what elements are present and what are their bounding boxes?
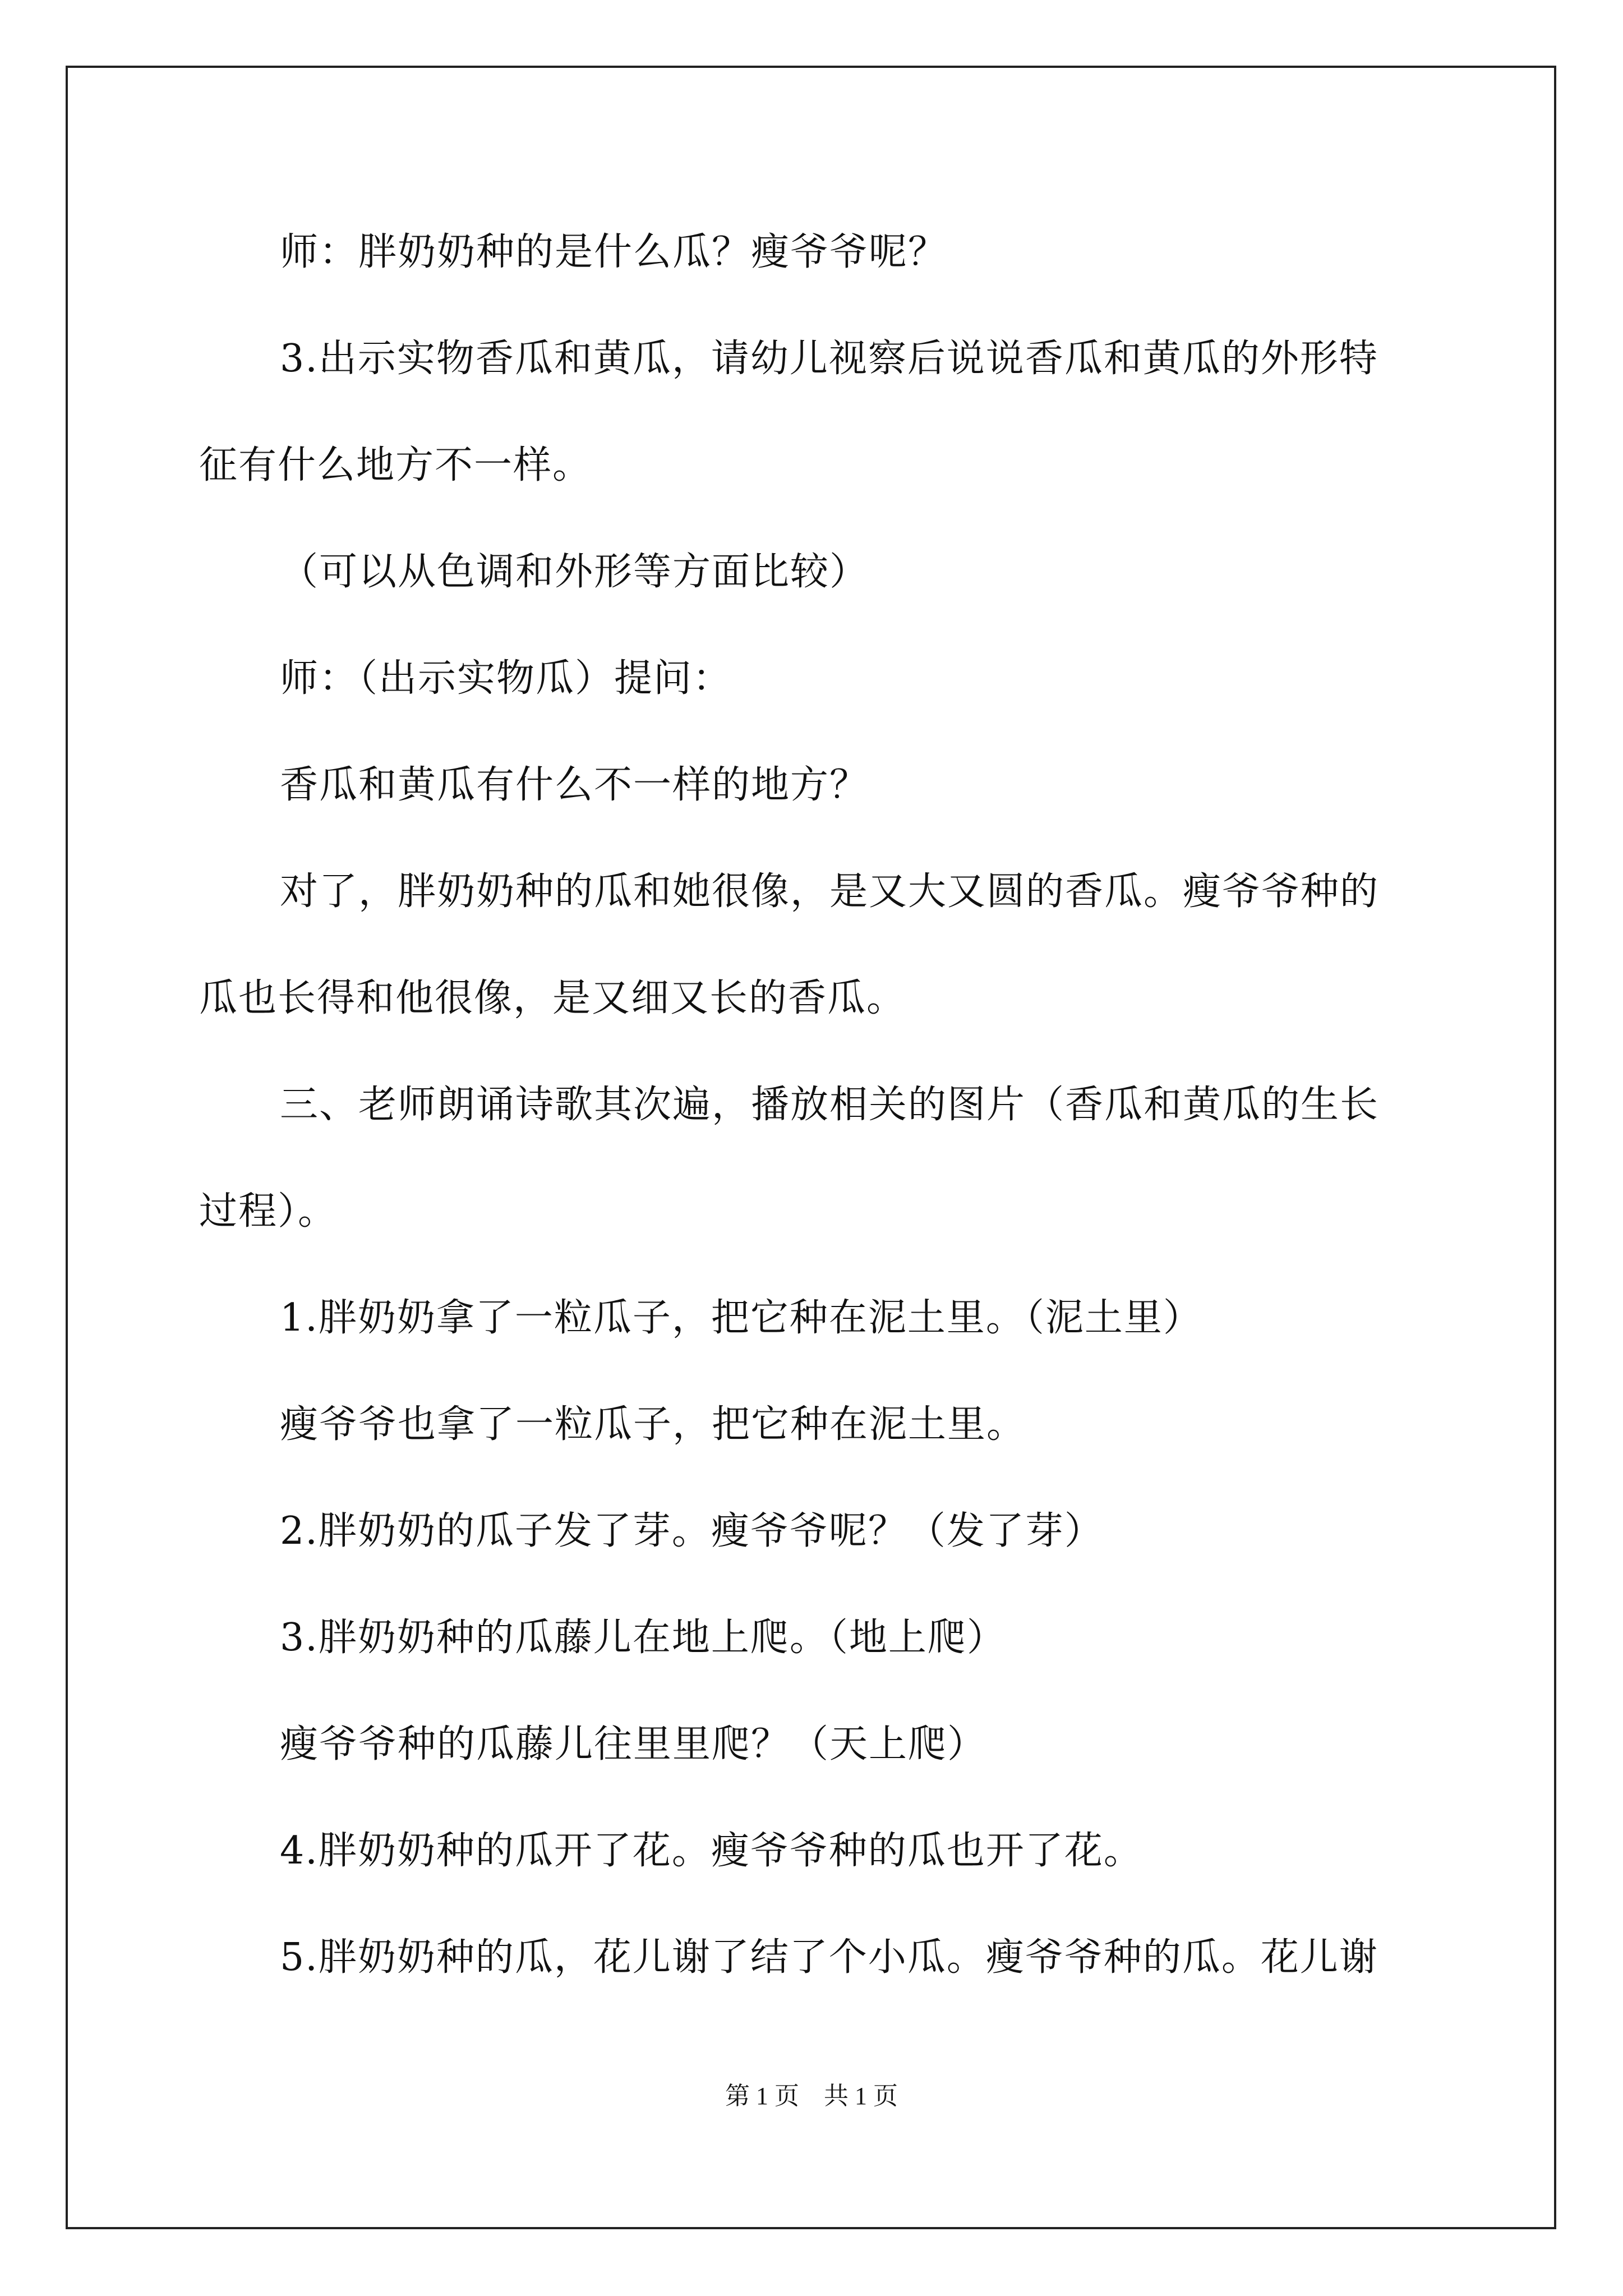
paragraph-line: 1.胖奶奶拿了一粒瓜子，把它种在泥土里。（泥土里） — [280, 1296, 1202, 1340]
paragraph-line: 5.胖奶奶种的瓜，花儿谢了结了个小瓜。瘦爷爷种的瓜。花儿谢 — [280, 1935, 1378, 1980]
paragraph-line: 3.出示实物香瓜和黄瓜，请幼儿视察后说说香瓜和黄瓜的外形特 — [280, 337, 1378, 381]
paragraph-line: 2.胖奶奶的瓜子发了芽。瘦爷爷呢？（发了芽） — [280, 1509, 1104, 1553]
page-number-footer: 第 1 页 共 1 页 — [725, 2082, 898, 2110]
paragraph-line: 征有什么地方不一样。 — [199, 443, 592, 487]
paragraph-line: 过程）。 — [199, 1189, 338, 1234]
paragraph-line: 瓜也长得和他很像，是又细又长的香瓜。 — [199, 976, 906, 1020]
paragraph-line: 香瓜和黄瓜有什么不一样的地方？ — [280, 763, 869, 807]
paragraph-line: 瘦爷爷种的瓜藤儿往里里爬？（天上爬） — [280, 1722, 987, 1766]
page-border — [66, 66, 1556, 2229]
paragraph-line: 4.胖奶奶种的瓜开了花。瘦爷爷种的瓜也开了花。 — [280, 1829, 1143, 1873]
paragraph-line: 对了，胖奶奶种的瓜和她很像，是又大又圆的香瓜。瘦爷爷种的 — [280, 869, 1380, 914]
paragraph-line: 师：胖奶奶种的是什么瓜？瘦爷爷呢？ — [280, 230, 948, 274]
paragraph-line: 瘦爷爷也拿了一粒瓜子，把它种在泥土里。 — [280, 1402, 1026, 1447]
paragraph-line: （可以从色调和外形等方面比较） — [280, 550, 869, 594]
paragraph-line: 3.胖奶奶种的瓜藤儿在地上爬。（地上爬） — [280, 1616, 1006, 1660]
paragraph-line: 师：（出示实物瓜）提问： — [280, 656, 732, 701]
paragraph-line: 三、老师朗诵诗歌其次遍，播放相关的图片（香瓜和黄瓜的生长 — [280, 1083, 1380, 1127]
